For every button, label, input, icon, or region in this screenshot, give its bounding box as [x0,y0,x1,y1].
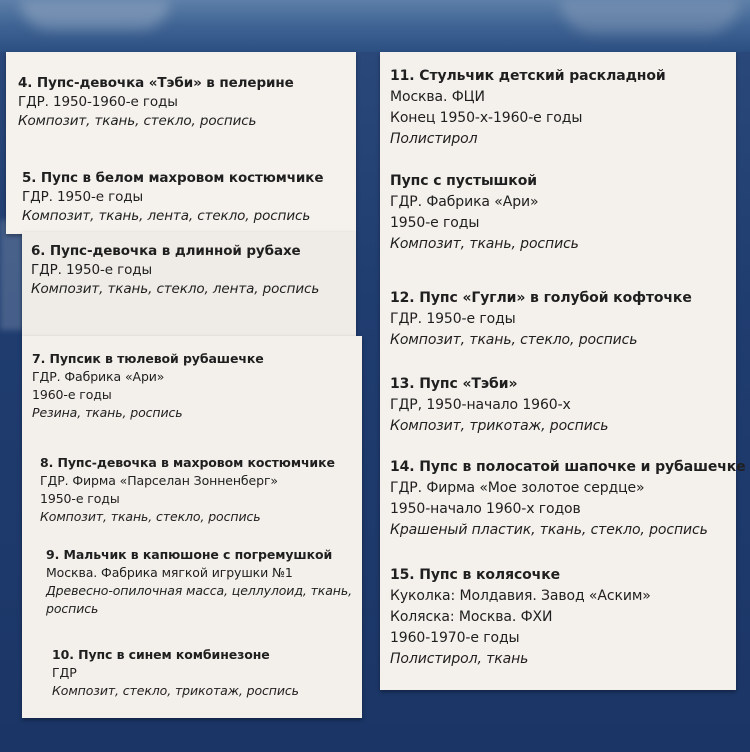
exhibit-material: Композит, ткань, стекло, роспись [390,332,638,348]
exhibit-date: Конец 1950-х-1960-е годы [390,110,583,126]
exhibit-origin: ГДР. 1950-е годы [390,311,516,327]
exhibit-date: 1960-е годы [32,387,112,402]
exhibit-entry-15 [390,565,651,670]
exhibit-material: Композит, ткань, стекло, роспись [18,113,257,129]
exhibit-title: 11. Стульчик детский раскладной [390,68,666,84]
exhibit-entry-8 [40,454,335,526]
glass-reflection [0,220,24,330]
exhibit-material: Композит, стекло, трикотаж, роспись [52,683,299,698]
exhibit-entry-11 [390,66,666,150]
exhibit-title: 12. Пупс «Гугли» в голубой кофточке [390,290,692,306]
exhibit-title: 14. Пупс в полосатой шапочке и рубашечке [390,459,746,475]
exhibit-origin-2: Коляска: Москва. ФХИ [390,609,553,625]
exhibit-title: 8. Пупс-девочка в махровом костюмчике [40,455,335,470]
exhibit-title: 15. Пупс в колясочке [390,567,560,583]
exhibit-label-card [22,336,362,718]
exhibit-material: Крашеный пластик, ткань, стекло, роспись [390,522,708,538]
exhibit-date: 1950-начало 1960-х годов [390,501,581,517]
exhibit-entry-12 [390,288,692,351]
exhibit-entry-10 [52,646,299,700]
exhibit-origin: ГДР. 1950-1960-е годы [18,94,178,110]
exhibit-origin: Москва. ФЦИ [390,89,485,105]
exhibit-origin: ГДР. Фабрика «Ари» [390,194,539,210]
exhibit-material: Композит, ткань, лента, стекло, роспись [22,208,311,224]
exhibit-material: Композит, трикотаж, роспись [390,418,609,434]
exhibit-date: 1950-е годы [390,215,480,231]
exhibit-material: Композит, ткань, стекло, лента, роспись [31,281,320,297]
exhibit-origin: ГДР. 1950-е годы [31,262,153,278]
blurred-exhibit-object [20,0,170,30]
exhibit-entry-14 [390,457,746,541]
exhibit-entry-7 [32,350,264,422]
exhibit-entry-pacifier [390,171,579,255]
exhibit-material: Полистирол [390,131,478,147]
exhibit-title: Пупс с пустышкой [390,173,537,189]
exhibit-title: 9. Мальчик в капюшоне с погремушкой [46,547,333,562]
exhibit-origin: ГДР. Фирма «Мое золотое сердце» [390,480,645,496]
exhibit-origin: ГДР, 1950-начало 1960-х [390,397,571,413]
display-case-shelf [0,0,750,52]
exhibit-entry-6 [31,242,319,299]
blurred-exhibit-object [560,0,740,34]
exhibit-material: Композит, ткань, стекло, роспись [40,509,261,524]
exhibit-label-card [6,52,356,234]
exhibit-title: 5. Пупс в белом махровом костюмчике [22,170,324,186]
exhibit-date: 1950-е годы [40,491,120,506]
exhibit-origin: ГДР. Фирма «Парселан Зонненберг» [40,473,278,488]
exhibit-material: Древесно-опилочная масса, целлулоид, ткань, [46,583,353,598]
exhibit-entry-13 [390,374,608,437]
exhibit-origin: Москва. Фабрика мягкой игрушки №1 [46,565,293,580]
exhibit-origin: ГДР. 1950-е годы [22,189,144,205]
exhibit-entry-4 [18,74,294,131]
exhibit-material: Композит, ткань, роспись [390,236,579,252]
exhibit-origin: ГДР. Фабрика «Ари» [32,369,165,384]
exhibit-material: Резина, ткань, роспись [32,405,183,420]
exhibit-origin: Куколка: Молдавия. Завод «Аским» [390,588,651,604]
exhibit-label-card [380,52,746,690]
exhibit-title: 10. Пупс в синем комбинезоне [52,647,270,662]
exhibit-material: Полистирол, ткань [390,651,529,667]
exhibit-title: 6. Пупс-девочка в длинной рубахе [31,243,301,259]
exhibit-date: 1960-1970-е годы [390,630,520,646]
exhibit-entry-9 [46,546,352,618]
exhibit-material-continued: роспись [46,601,99,616]
exhibit-label-card [22,232,356,336]
exhibit-title: 13. Пупс «Тэби» [390,376,518,392]
exhibit-title: 4. Пупс-девочка «Тэби» в пелерине [18,75,294,91]
exhibit-entry-5 [22,169,323,226]
exhibit-title: 7. Пупсик в тюлевой рубашечке [32,351,264,366]
exhibit-origin: ГДР [52,665,77,680]
